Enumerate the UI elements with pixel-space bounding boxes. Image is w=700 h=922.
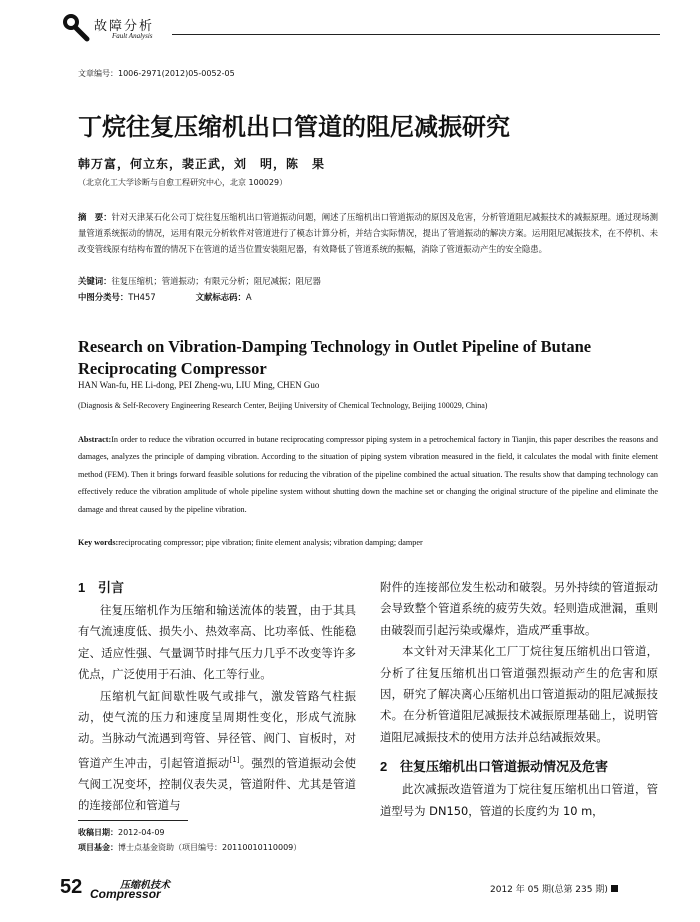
section-tag-cn: 故障分析 bbox=[94, 19, 155, 34]
abstract-cn-text: 针对天津某石化公司丁烷往复压缩机出口管道振动问题，阐述了压缩机出口管道振动的原因及危害，分析管道阻尼减振技术的减振原理。通过现场测量管道系统振动的情况，运用有限元分析软件对管道进行了模态计算分析，并结合实际情况，提出了管道振动的解决方案。运用阻尼减振技术，在不停机、未改变管线原有结构布置的情况下在管道的适当位置安装阻尼器，有效降低了管道系统的振幅，消除了管道振动产生的安全隐患。 bbox=[78, 212, 658, 254]
keywords-en bbox=[78, 538, 423, 547]
section-2-paragraph-1: 此次减振改造管道为丁烷往复压缩机出口管道，管道型号为 DN150，管道的长度约为 10 m， bbox=[380, 782, 658, 818]
authors-cn: 韩万富，何立东，裴正武，刘 明，陈 果 bbox=[78, 157, 326, 171]
page-number: 52 bbox=[60, 876, 83, 898]
issue-info bbox=[490, 882, 618, 895]
continued-paragraph: 附件的连接部位发生松动和破裂。另外持续的管道振动会导致整个管道系统的疲劳失效。轻则造成泄漏，重则由破裂而引起污染或爆炸，造成严重事故。 bbox=[380, 580, 658, 637]
section-1-title: 引言 bbox=[98, 581, 125, 596]
section-2-heading bbox=[380, 756, 658, 779]
header-rule bbox=[172, 34, 660, 35]
section-1-paragraph-2 bbox=[78, 686, 356, 817]
magnifier-logo-icon bbox=[60, 12, 90, 42]
article-number: 文章编号：1006-2971(2012)05-0052-05 bbox=[78, 69, 235, 78]
body-column-left bbox=[78, 577, 356, 817]
received-date bbox=[78, 825, 301, 840]
section-1-paragraph-1: 往复压缩机作为压缩和输送流体的装置，由于其具有气流速度低、损失小、热效率高、比功率低、性能稳定、适应性强、气量调节时排气压力几乎不改变等许多优点，广泛使用于石油、化工等行业。 bbox=[78, 603, 356, 682]
footnote-rule bbox=[78, 820, 188, 821]
section-tag-en: Fault Analysis bbox=[112, 32, 153, 40]
body-column-right bbox=[380, 577, 658, 822]
authors-en: HAN Wan-fu, HE Li-dong, PEI Zheng-wu, LIU Ming, CHEN Guo bbox=[78, 380, 320, 390]
keywords-en-label: Key words: bbox=[78, 538, 119, 547]
footnotes bbox=[78, 825, 301, 855]
affiliation-cn: （北京化工大学诊断与自愈工程研究中心，北京 100029） bbox=[78, 178, 288, 187]
issue-text: 2012 年 05 期(总第 235 期) bbox=[490, 885, 608, 895]
intro-paragraph: 本文针对天津某化工厂丁烷往复压缩机出口管道，分析了往复压缩机出口管道强烈振动产生的危害和原因，研究了解决离心压缩机出口管道振动的阻尼减振技术。在分析管道阻尼减振技术减振原理基础上，说明管道阻尼减振技术的使用方法并总结减振效果。 bbox=[380, 644, 658, 744]
title-cn: 丁烷往复压缩机出口管道的阻尼减振研究 bbox=[78, 113, 510, 141]
abstract-cn-label: 摘 要： bbox=[78, 212, 112, 222]
issue-square-icon bbox=[611, 885, 618, 892]
abstract-cn bbox=[78, 209, 658, 257]
keywords-cn bbox=[78, 275, 321, 287]
section-1-paragraph-2-text: 压缩机气缸间歇性吸气或排气，激发管路气柱振动，使气流的压力和速度呈周期性变化，形成气流脉动。当脉动气流遇到弯管、异径管、阀门、盲板时，对管道产生冲击，引起管道振动 bbox=[78, 688, 356, 770]
keywords-en-text: reciprocating compressor; pipe vibration; finite element analysis; vibration damping; damper bbox=[118, 538, 423, 547]
section-1-number: 1 bbox=[78, 580, 86, 595]
citation-ref: [1] bbox=[229, 755, 240, 764]
abstract-en bbox=[78, 431, 658, 518]
affiliation-en: (Diagnosis & Self-Recovery Engineering Research Center, Beijing University of Chemical Technology, Beijing 100029, China) bbox=[78, 401, 488, 410]
section-2-title: 往复压缩机出口管道振动情况及危害 bbox=[400, 760, 609, 776]
fund-value: 博士点基金资助（项目编号：20110010110009） bbox=[118, 843, 302, 852]
fund-info bbox=[78, 840, 301, 855]
fund-label: 项目基金： bbox=[78, 843, 118, 852]
abstract-en-label: Abstract: bbox=[78, 435, 112, 444]
doc-code-value: A bbox=[245, 292, 252, 302]
title-en: Research on Vibration-Damping Technology in Outlet Pipeline of Butane Reciprocating Compressor bbox=[78, 337, 592, 378]
journal-name-en: Compressor bbox=[90, 887, 161, 901]
received-value: 2012-04-09 bbox=[118, 828, 165, 837]
abstract-en-text: In order to reduce the vibration occurred in butane reciprocating compressor piping system in a petrochemical factory in Tianjin, this paper describes the reasons and damages, analyzes the principle of damping vibration. According to the situation of piping system vibration measured in the field, it calculates the modal with finite element method (FEM). Then it brings forward feasible solutions for reducing the vibration of the pipeline combined the actual situation. The results show that damping technology can effectively reduce the vibration amplitude of whole pipeline system without shutting down the machine set or changing the original structure of the pipeline and eliminate the damage and threat caused by the pipeline vibration. bbox=[78, 435, 658, 514]
classification-row bbox=[78, 291, 252, 303]
clc-label: 中图分类号： bbox=[78, 292, 129, 302]
doc-code-label: 文献标志码： bbox=[195, 292, 246, 302]
received-label: 收稿日期： bbox=[78, 828, 118, 837]
journal-name-cn: 压缩机技术 bbox=[120, 880, 170, 891]
section-2-number: 2 bbox=[380, 759, 388, 775]
journal-logo bbox=[90, 876, 200, 900]
clc-value: TH457 bbox=[128, 292, 156, 302]
section-1-heading bbox=[78, 577, 356, 600]
keywords-cn-text: 往复压缩机；管道振动；有限元分析；阻尼减振；阻尼器 bbox=[111, 276, 321, 286]
section-1-paragraph-2-tail: 。强烈的管道振动会使气阀工况变坏，控制仪表失灵，管道附件、尤其是管道的连接部位和管道与 bbox=[78, 755, 356, 813]
page-header bbox=[60, 10, 660, 50]
keywords-cn-label: 关键词： bbox=[78, 276, 112, 286]
